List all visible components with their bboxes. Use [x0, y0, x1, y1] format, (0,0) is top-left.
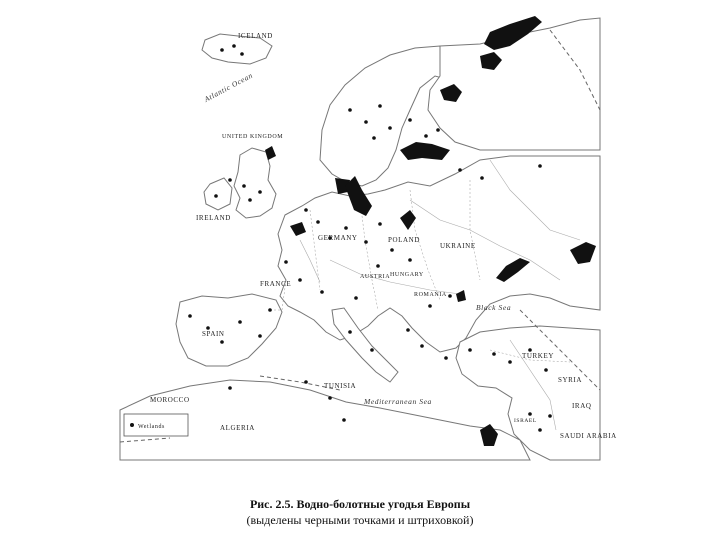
wetland-dot: [420, 344, 424, 348]
label-france: FRANCE: [260, 280, 292, 288]
wetland-dot: [298, 278, 302, 282]
wetland-dot: [428, 304, 432, 308]
wetland-dot: [458, 168, 462, 172]
wetland-dot: [228, 386, 232, 390]
label-iraq: IRAQ: [572, 402, 592, 410]
wetland-dot: [316, 220, 320, 224]
label-austria: AUSTRIA: [360, 274, 391, 280]
wetland-dot: [378, 104, 382, 108]
wetland-dot: [508, 360, 512, 364]
wetland-dot: [354, 296, 358, 300]
wetland-dot: [408, 258, 412, 262]
caption-subtitle: (выделены черными точками и штриховкой): [246, 513, 474, 527]
wetland-dot: [328, 396, 332, 400]
caption-title: Рис. 2.5. Водно-болотные угодья Европы: [249, 497, 471, 511]
label-black-sea: Black Sea: [476, 303, 512, 312]
wetland-dot: [238, 320, 242, 324]
wetland-dot: [406, 328, 410, 332]
europe-wetlands-map: [110, 10, 617, 460]
wetland-dot: [258, 334, 262, 338]
iberia-landmass: [176, 294, 282, 366]
wetland-dot: [480, 176, 484, 180]
label-atlantic: Atlantic Ocean: [202, 70, 255, 104]
legend-label: Wetlands: [138, 424, 165, 430]
wetland-dot: [320, 290, 324, 294]
wetland-dot: [304, 208, 308, 212]
wetland-dot: [390, 248, 394, 252]
wetland-dot: [468, 348, 472, 352]
wetland-dot: [240, 52, 244, 56]
label-ireland: IRELAND: [196, 214, 231, 222]
wetland-dot: [364, 120, 368, 124]
label-spain: SPAIN: [202, 330, 225, 338]
wetland-dot: [228, 178, 232, 182]
wetland-dot: [538, 164, 542, 168]
wetland-dot: [220, 48, 224, 52]
wetland-dot: [424, 134, 428, 138]
wetland-dot: [220, 340, 224, 344]
wetland-dot: [444, 356, 448, 360]
label-tunisia: TUNISIA: [324, 382, 357, 390]
label-germany: GERMANY: [318, 234, 358, 242]
wetland-dot: [548, 414, 552, 418]
wetland-dot: [492, 352, 496, 356]
label-poland: POLAND: [388, 236, 420, 244]
wetland-dot: [544, 368, 548, 372]
wetland-dot: [188, 314, 192, 318]
label-romania: ROMANIA: [414, 292, 447, 298]
wetland-dot: [528, 412, 532, 416]
label-hungary: HUNGARY: [390, 272, 424, 278]
mainland-europe: [278, 156, 600, 352]
wetland-dot: [448, 294, 452, 298]
label-turkey: TURKEY: [522, 352, 554, 360]
wetland-dot: [342, 418, 346, 422]
wetland-dot: [248, 198, 252, 202]
label-saudi: SAUDI ARABIA: [560, 432, 617, 440]
wetland-dot: [370, 348, 374, 352]
wetland-dot: [214, 194, 218, 198]
wetland-dot: [304, 380, 308, 384]
ireland-landmass: [204, 178, 232, 210]
label-syria: SYRIA: [558, 376, 583, 384]
wetland-dot: [364, 240, 368, 244]
wetland-dot: [284, 260, 288, 264]
wetland-dot: [378, 222, 382, 226]
wetland-dot: [348, 108, 352, 112]
label-mediterranean: Mediterranean Sea: [364, 397, 432, 406]
label-israel: ISRAEL: [514, 418, 537, 424]
label-uk: UNITED KINGDOM: [222, 134, 284, 140]
label-ukraine: UKRAINE: [440, 242, 476, 250]
wetland-dot: [436, 128, 440, 132]
label-morocco: MOROCCO: [150, 396, 190, 404]
wetland-dot: [348, 330, 352, 334]
wetland-dot: [388, 126, 392, 130]
wetland-dot: [232, 44, 236, 48]
wetland-dot: [408, 118, 412, 122]
label-algeria: ALGERIA: [220, 424, 255, 432]
map-legend: [124, 414, 188, 436]
wetland-dot: [268, 308, 272, 312]
wetland-dot: [242, 184, 246, 188]
wetland-dot: [538, 428, 542, 432]
wetland-dot: [376, 264, 380, 268]
wetland-dot: [258, 190, 262, 194]
wetland-dot: [344, 226, 348, 230]
label-iceland: ICELAND: [238, 32, 273, 40]
figure-caption: [0, 496, 720, 528]
wetland-dot: [372, 136, 376, 140]
